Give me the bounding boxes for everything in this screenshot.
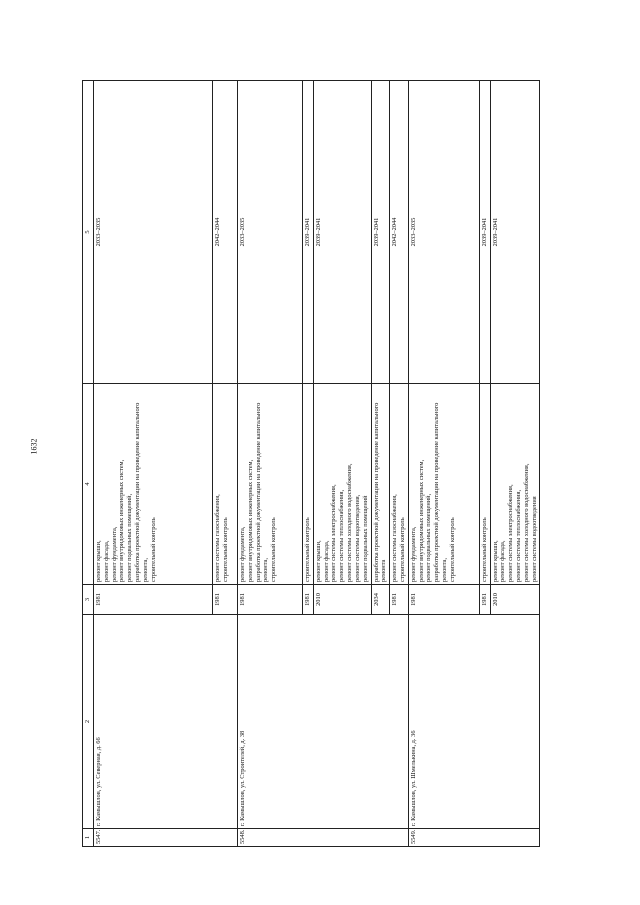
- works-cell: строительный контроль: [479, 384, 490, 585]
- header-row: [83, 81, 94, 847]
- header-col-4: 4: [83, 384, 94, 585]
- works-cell: строительный контроль: [303, 384, 314, 585]
- works-cell: ремонт крыши, ремонт фасада, ремонт системы электроснабжения, ремонт системы теплоснабжения, ремонт системы холодного водоснабжения, ремонт системы водоотведения: [490, 384, 540, 585]
- period-cell: 2039–2041: [371, 81, 390, 384]
- period-cell: 2033–2035: [94, 81, 213, 384]
- page-number: 1632: [29, 438, 39, 455]
- period-cell: 2039–2041: [313, 81, 371, 384]
- row-number: 5547.: [94, 829, 238, 847]
- period-cell: 2039–2041: [303, 81, 314, 384]
- row-number: 5549.: [408, 829, 540, 847]
- table-row: [408, 81, 479, 847]
- year-cell: 2010: [313, 585, 371, 615]
- works-cell: ремонт системы газоснабжения, строительный контроль: [390, 384, 409, 585]
- rotated-page: [82, 80, 589, 847]
- works-cell: ремонт системы газоснабжения, строительный контроль: [213, 384, 238, 585]
- year-cell: 2010: [490, 585, 540, 615]
- address-cell: г. Камышлов, ул. Строителей, д. 38: [238, 615, 409, 829]
- period-cell: 2039–2041: [479, 81, 490, 384]
- repair-schedule-table: [82, 80, 540, 847]
- period-cell: 2039–2041: [490, 81, 540, 384]
- address-cell: г. Камышлов, ул. Шмелькина, д. 36: [408, 615, 540, 829]
- year-cell: 1981: [408, 585, 479, 615]
- works-cell: ремонт крыши, ремонт фасада, ремонт фундамента, ремонт внутридомовых инженерных систем, ремонт подвальных помещений, разработка проектной документации на проведение капитального ремонта, строительный контроль: [94, 384, 213, 585]
- header-col-5: 5: [83, 81, 94, 384]
- period-cell: 2033–2035: [238, 81, 303, 384]
- table-row: [238, 81, 303, 847]
- header-col-3: 3: [83, 585, 94, 615]
- year-cell: 1981: [213, 585, 238, 615]
- table-row: [94, 81, 213, 847]
- year-cell: 1981: [390, 585, 409, 615]
- address-cell: г. Камышлов, ул. Северная, д. 66: [94, 615, 238, 829]
- year-cell: 1981: [303, 585, 314, 615]
- header-col-2: 2: [83, 615, 94, 829]
- works-cell: разработка проектной документации на проведение капитального ремонта: [371, 384, 390, 585]
- period-cell: 2042–2044: [213, 81, 238, 384]
- year-cell: 1981: [238, 585, 303, 615]
- works-cell: ремонт крыши, ремонт фасада, ремонт системы электроснабжения, ремонт системы теплоснабжения, ремонт системы холодного водоснабжения, ремонт системы водоотведения, ремонт подвальных помещений: [313, 384, 371, 585]
- period-cell: 2033–2035: [408, 81, 479, 384]
- period-cell: 2042–2044: [390, 81, 409, 384]
- year-cell: 1981: [94, 585, 213, 615]
- header-col-1: 1: [83, 829, 94, 847]
- year-cell: 1981: [479, 585, 490, 615]
- year-cell: 2034: [371, 585, 390, 615]
- works-cell: ремонт фундамента, ремонт внутридомовых инженерных систем, разработка проектной документации на проведение капитального ремонта, строительный контроль: [238, 384, 303, 585]
- works-cell: ремонт фундамента, ремонт внутридомовых инженерных систем, ремонт подвальных помещений, разработка проектной документации на проведение капитального ремонта, строительный контроль: [408, 384, 479, 585]
- row-number: 5548.: [238, 829, 409, 847]
